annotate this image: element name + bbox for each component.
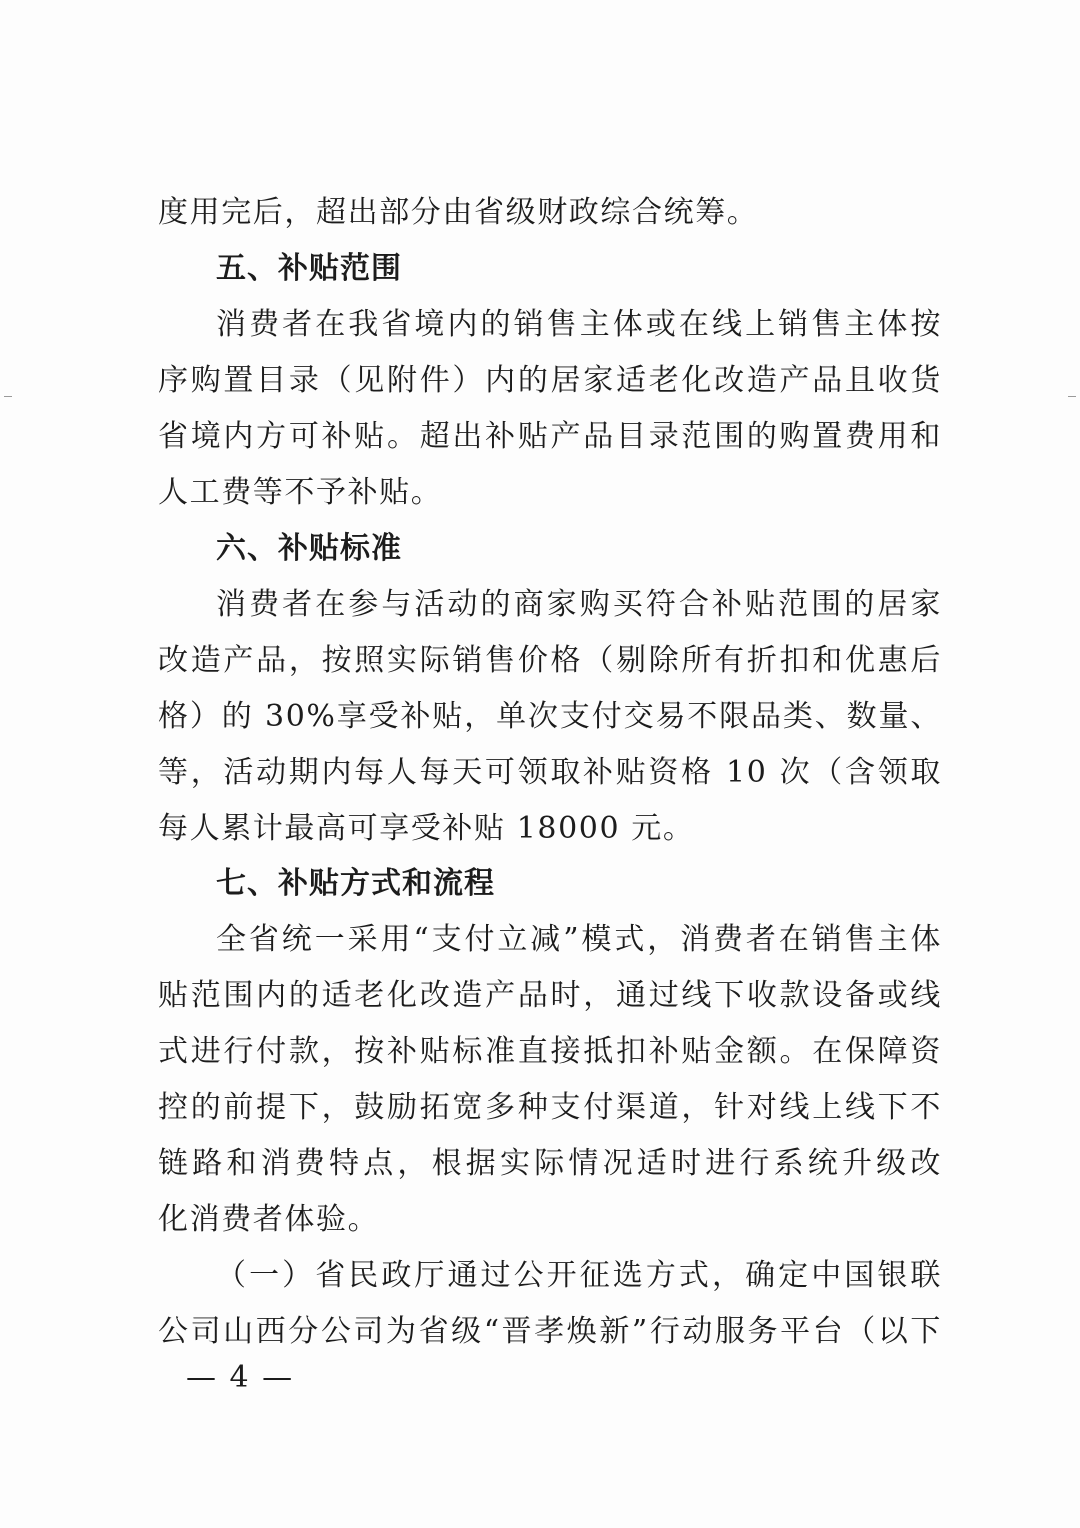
paragraph-line: 人工费等不予补贴。: [158, 475, 443, 510]
paragraph-line: 改造产品，按照实际销售价格（剔除所有折扣和优惠后: [158, 643, 942, 678]
paragraph-line: 格）的 30%享受补贴，单次支付交易不限品类、数量、: [158, 699, 942, 734]
section-heading: 六、补贴标准: [216, 531, 402, 566]
paragraph-line: 贴范围内的适老化改造产品时，通过线下收款设备或线: [158, 978, 942, 1013]
scan-edge-mark: [1068, 396, 1076, 397]
paragraph-line: 省境内方可补贴。超出补贴产品目录范围的购置费用和: [158, 419, 942, 454]
paragraph-line: 每人累计最高可享受补贴 18000 元。: [158, 811, 695, 846]
paragraph-line: 全省统一采用“支付立减”模式，消费者在销售主体: [216, 922, 942, 957]
paragraph-line: 消费者在我省境内的销售主体或在线上销售主体按: [216, 307, 942, 342]
paragraph-line: 等，活动期内每人每天可领取补贴资格 10 次（含领取: [158, 755, 942, 790]
paragraph-line: 度用完后，超出部分由省级财政综合统筹。: [158, 195, 759, 230]
scan-edge-mark: [4, 396, 12, 397]
paragraph-line: 控的前提下，鼓励拓宽多种支付渠道，针对线上线下不: [158, 1090, 942, 1125]
section-heading: 七、补贴方式和流程: [216, 866, 495, 901]
page-number: — 4 —: [186, 1360, 295, 1395]
paragraph-line: 链路和消费特点，根据实际情况适时进行系统升级改: [158, 1146, 942, 1181]
paragraph-line: 序购置目录（见附件）内的居家适老化改造产品且收货: [158, 363, 942, 398]
paragraph-line: 化消费者体验。: [158, 1202, 380, 1237]
paragraph-line: 式进行付款，按补贴标准直接抵扣补贴金额。在保障资: [158, 1034, 942, 1069]
paragraph-line: （一）省民政厅通过公开征选方式，确定中国银联: [216, 1258, 942, 1293]
section-heading: 五、补贴范围: [216, 251, 402, 286]
paragraph-line: 公司山西分公司为省级“晋孝焕新”行动服务平台（以下: [158, 1314, 942, 1349]
paragraph-line: 消费者在参与活动的商家购买符合补贴范围的居家: [216, 587, 942, 622]
